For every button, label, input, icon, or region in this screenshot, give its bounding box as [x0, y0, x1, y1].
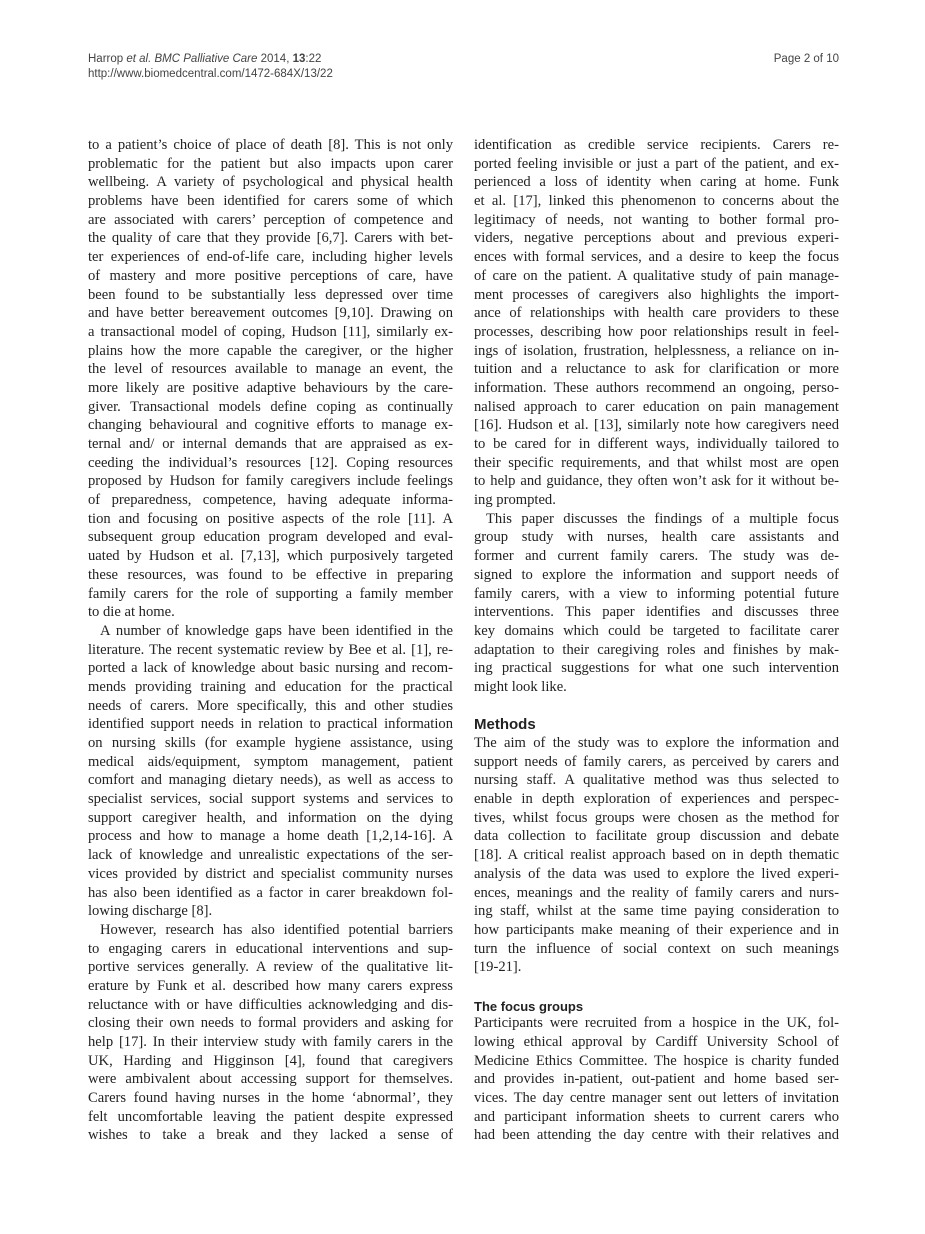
text-line: ences, meanings and the reality of family carers and nurs-	[474, 884, 839, 901]
issue: :22	[305, 53, 322, 65]
right-column	[474, 136, 839, 1145]
text-line: and provides in-patient, out-patient and home based ser-	[474, 1071, 839, 1088]
text-line: had been attending the day centre with their relatives and	[474, 1127, 839, 1144]
subsection-heading: The focus groups	[474, 998, 584, 1014]
text-line: turn the influence of social context on such meanings	[474, 940, 839, 957]
text-line: ternal and/ or internal demands that are appraised as ex-	[88, 436, 453, 452]
text-line: tuition and a reluctance to ask for clarification or more	[474, 361, 839, 378]
text-line: ceeding the individual’s resources [12]. Coping resources	[88, 454, 453, 471]
text-line: analysis of the data was used to explore the lived experi-	[474, 865, 839, 882]
text-line: lowing ethical approval by Cardiff University School of	[474, 1034, 839, 1050]
text-line: the level of resources available to manage an event, the	[88, 361, 453, 378]
text-line: enable in depth exploration of experiences and perspec-	[474, 791, 839, 808]
text-line: signed to explore the information and support needs of	[474, 566, 839, 583]
text-line: medical aids/equipment, symptom management, patient	[88, 753, 453, 770]
text-line: et al. [17], linked this phenomenon to concerns about the	[474, 193, 839, 210]
text-line: reluctance with or have difficulties acknowledging and dis-	[88, 996, 453, 1013]
text-line: ported feeling invisible or just a part of the patient, and ex-	[474, 155, 839, 172]
text-line: lowing discharge [8].	[88, 903, 213, 920]
text-line: ings of isolation, frustration, helplessness, a reliance on in-	[474, 342, 839, 359]
citation	[88, 52, 333, 67]
text-line: to help and guidance, they often won’t ask for it without be-	[474, 473, 839, 490]
text-line: lack of knowledge and unrealistic expectations of the ser-	[88, 847, 453, 864]
text-line: nursing staff. A qualitative method was thus selected to	[474, 772, 839, 789]
text-line: This paper discusses the findings of a multiple focus	[486, 510, 839, 527]
article-url[interactable]: http://www.biomedcentral.com/1472-684X/13/22	[88, 68, 333, 80]
text-line: more likely are positive adaptive behaviours by the care-	[88, 379, 453, 396]
text-line: ment processes of caregivers also highlights the import-	[474, 286, 839, 303]
text-line: family carers, with a view to informing potential future	[474, 585, 839, 602]
volume: 13	[292, 53, 306, 65]
text-line: problematic for the patient but also impacts upon carer	[88, 155, 453, 172]
text-line: are associated with carers’ perception of competence and	[88, 211, 453, 228]
text-line: mends providing training and education for the practical	[88, 678, 453, 695]
text-line: key domains which could be targeted to facilitate carer	[474, 622, 839, 639]
text-line: information. These authors recommend an ongoing, perso-	[474, 379, 839, 396]
text-line: on nursing skills (for example hygiene assistance, using	[88, 735, 453, 751]
text-line: vices provided by district and specialist community nurses	[88, 865, 453, 882]
spacer	[474, 697, 839, 716]
text-line: A number of knowledge gaps have been identified in the	[100, 622, 453, 639]
text-line: Participants were recruited from a hospice in the UK, fol-	[474, 1015, 839, 1032]
text-line: subsequent group education program developed and eval-	[88, 529, 453, 546]
text-line: data collection to facilitate group discussion and debate	[474, 828, 839, 845]
text-line: been found to be substantially less depressed over time	[88, 286, 453, 303]
text-line: legitimacy of needs, not wanting to bother formal pro-	[474, 211, 839, 228]
text-line: identified support needs in relation to practical information	[88, 716, 453, 733]
text-line: problems have been identified for carers some of which	[88, 193, 453, 210]
text-line: of care on the patient. A qualitative study of pain manage-	[474, 267, 839, 284]
left-column	[88, 136, 453, 1145]
text-line: nalised approach to carer education on pain management	[474, 398, 839, 415]
text-line: group study with nurses, health care assistants and	[474, 529, 839, 546]
text-line: identification as credible service recipients. Carers re-	[474, 137, 839, 153]
text-line: The aim of the study was to explore the information and	[474, 735, 839, 751]
text-line: uated by Hudson et al. [7,13], which purposively targeted	[88, 548, 453, 565]
text-line: needs of carers. More specifically, this and other studies	[88, 697, 453, 714]
text-line: has also been identified as a factor in carer breakdown fol-	[88, 884, 453, 901]
journal-name: BMC Palliative Care	[154, 53, 258, 65]
text-line: help [17]. In their interview study with family carers in the	[88, 1034, 453, 1050]
running-header	[88, 52, 333, 82]
text-line: interventions. This paper identifies and discusses three	[474, 604, 839, 621]
text-line: felt uncomfortable leaving the patient despite expressed	[88, 1108, 453, 1125]
text-line: might look like.	[474, 678, 567, 695]
text-line: to be cared for in different ways, individually tailored to	[474, 436, 839, 452]
text-line: family carers for the role of supporting a family member	[88, 585, 453, 602]
text-line: plains how the more capable the caregiver, or the higher	[88, 342, 453, 359]
spacer	[474, 977, 839, 996]
text-line: ance of relationships with health care providers to these	[474, 305, 839, 322]
text-line: were ambivalent about accessing support for themselves.	[88, 1071, 453, 1088]
text-line: of preparedness, competence, having adequate informa-	[88, 492, 453, 509]
text-line: changing behavioural and cognitive efforts to manage ex-	[88, 417, 453, 434]
text-line: ter experiences of end-of-life care, including higher levels	[88, 249, 453, 266]
text-line: Carers found having nurses in the home ‘abnormal’, they	[88, 1090, 453, 1107]
authors: Harrop	[88, 53, 124, 65]
text-line: of mastery and more positive perceptions of care, have	[88, 267, 453, 284]
text-line: adaptation to their caregiving roles and finishes by mak-	[474, 641, 839, 658]
text-line: perienced a loss of identity when caring at home. Funk	[474, 174, 839, 191]
text-line: a transactional model of coping, Hudson [11], similarly ex-	[88, 323, 453, 340]
text-line: these resources, was found to be effective in preparing	[88, 566, 453, 583]
text-line: giver. Transactional models define coping as continually	[88, 398, 453, 415]
text-line: to engaging carers in educational interventions and sup-	[88, 940, 453, 957]
text-line: wishes to take a break and they lacked a sense of	[88, 1127, 453, 1144]
text-line: support caregiver health, and information on the dying	[88, 809, 453, 826]
text-line: ences with formal services, and a desire to keep the focus	[474, 249, 839, 266]
et-al: et al.	[126, 53, 152, 65]
text-line: processes, describing how poor relationships result in feel-	[474, 323, 839, 340]
text-line: erature by Funk et al. described how many carers express	[88, 977, 453, 994]
page-number: Page 2 of 10	[773, 53, 839, 65]
text-line: literature. The recent systematic review by Bee et al. [1], re-	[88, 641, 453, 658]
text-line: [18]. A critical realist approach based on in depth thematic	[474, 847, 839, 864]
text-line: [19-21].	[474, 959, 522, 976]
section-heading: Methods	[474, 716, 536, 734]
text-line: process and how to manage a home death [1,2,14-16]. A	[88, 828, 453, 845]
text-line: ported a lack of knowledge about basic nursing and recom-	[88, 660, 453, 677]
text-line: and participant information sheets to current carers who	[474, 1108, 839, 1125]
text-line: and have better bereavement outcomes [9,10]. Drawing on	[88, 305, 453, 322]
text-line: [16]. Hudson et al. [13], similarly note how caregivers need	[474, 417, 839, 434]
text-line: comfort and managing dietary needs), as well as access to	[88, 772, 453, 789]
text-line: wellbeing. A variety of psychological and physical health	[88, 174, 453, 191]
text-line: ing prompted.	[474, 492, 556, 509]
year: 2014,	[260, 53, 290, 65]
text-line: ing practical suggestions for what one such intervention	[474, 660, 839, 677]
text-line: support needs of family carers, as perceived by carers and	[474, 753, 839, 770]
text-line: their specific requirements, and that whilst most are open	[474, 454, 839, 471]
text-line: However, research has also identified potential barriers	[100, 921, 453, 938]
text-line: specialist services, social support systems and services to	[88, 791, 453, 808]
text-line: tion and focusing on positive aspects of the role [11]. A	[88, 510, 453, 527]
text-line: the quality of care that they provide [6,7]. Carers with bet-	[88, 230, 453, 247]
text-line: vices. The day centre manager sent out letters of invitation	[474, 1090, 839, 1107]
text-line: viders, negative perceptions about and previous experi-	[474, 230, 839, 247]
text-line: closing their own needs to formal providers and asking for	[88, 1015, 453, 1032]
text-line: ing staff, whilst at the same time paying consideration to	[474, 903, 839, 920]
text-line: tives, whilst focus groups were chosen as the method for	[474, 809, 839, 826]
text-line: UK, Harding and Higginson [4], found that caregivers	[88, 1052, 453, 1069]
text-line: to a patient’s choice of place of death [8]. This is not only	[88, 137, 453, 153]
text-line: portive services generally. A review of the qualitative lit-	[88, 959, 453, 976]
text-line: Medicine Ethics Committee. The hospice is charity funded	[474, 1052, 839, 1069]
text-line: former and current family carers. The study was de-	[474, 548, 839, 565]
text-line: proposed by Hudson for family caregivers include feelings	[88, 473, 453, 490]
text-line: to die at home.	[88, 604, 175, 621]
text-line: how participants make meaning of their experience and in	[474, 921, 839, 938]
